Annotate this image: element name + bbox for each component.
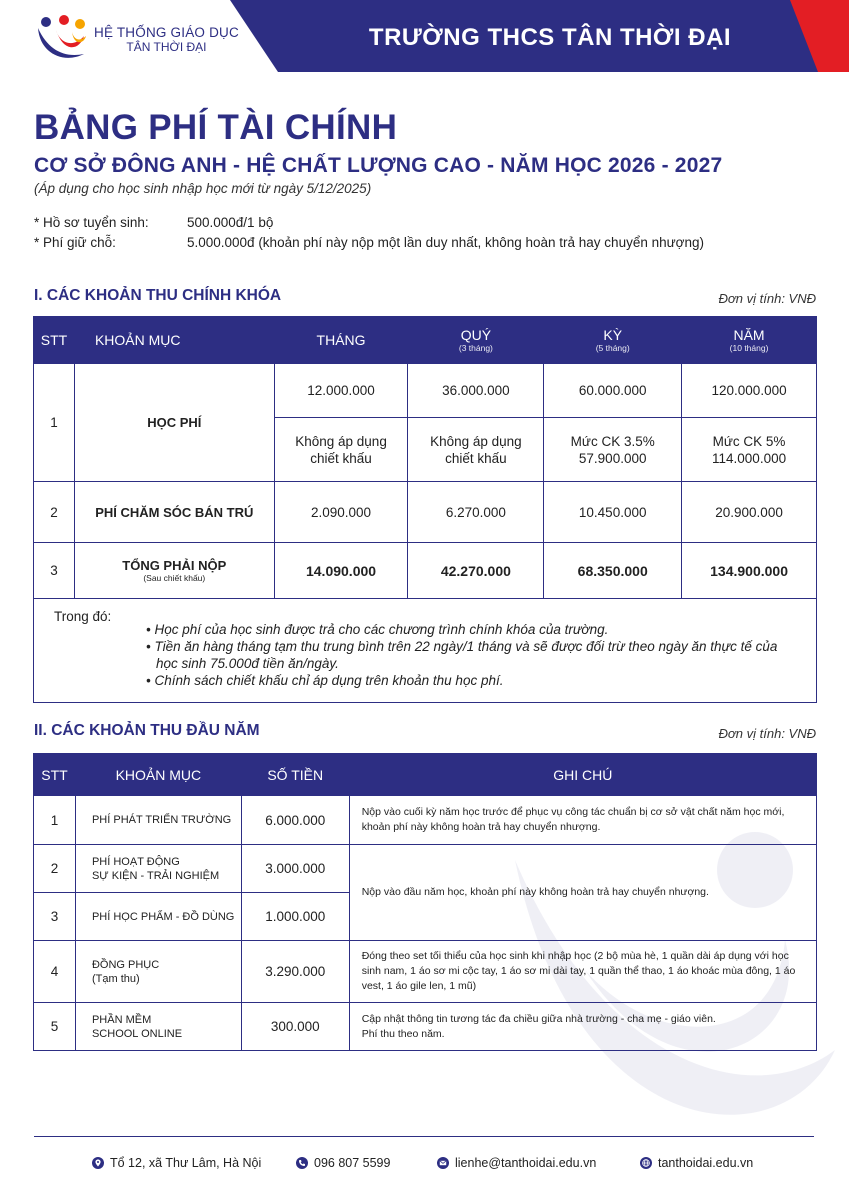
logo-icon: [34, 14, 92, 66]
header-amount: SỐ TIỀN: [241, 754, 349, 796]
note-item: • Tiền ăn hàng tháng tạm thu trung bình trên 22 ngày/1 tháng và sẽ được đối trừ theo ngày ăn thực tế của học sinh 75.000đ tiền ăn/ngày.: [146, 639, 778, 671]
school-name: TRƯỜNG THCS TÂN THỜI ĐẠI: [368, 24, 732, 51]
note-item: • Chính sách chiết khấu chỉ áp dụng trên khoản thu học phí.: [146, 673, 504, 688]
header-stt: STT: [34, 317, 75, 364]
year-discount-label: Mức CK 5%: [712, 433, 786, 449]
cell-quarter: 6.270.000: [408, 482, 544, 543]
page-subtitle: CƠ SỞ ĐÔNG ANH - HỆ CHẤT LƯỢNG CAO - NĂM HỌC 2026 - 2027: [34, 154, 723, 177]
page-title: BẢNG PHÍ TÀI CHÍNH: [34, 108, 398, 147]
cell-amount: 3.290.000: [241, 941, 349, 1003]
cell-item: PHÍ CHĂM SÓC BÁN TRÚ: [74, 482, 274, 543]
cell-stt: 1: [34, 364, 75, 482]
header-note: GHI CHÚ: [349, 754, 816, 796]
notes-head: Trong đó:: [54, 609, 112, 624]
section2-unit: Đơn vị tính: VNĐ: [718, 726, 816, 741]
cell-note: [349, 1003, 816, 1051]
table-row: [34, 364, 817, 418]
fee-label: * Phí giữ chỗ:: [34, 234, 116, 250]
cell-stt: 3: [34, 543, 75, 599]
cell-note: Nộp vào cuối kỳ năm học trước để phục vụ công tác chuẩn bị cơ sở vật chất năm học mới, khoản phí này không hoàn trả hay chuyển nhượng.: [349, 796, 816, 845]
header-term: [544, 317, 682, 364]
notes-list: [146, 621, 816, 689]
cell-quarter: 36.000.000: [408, 364, 544, 418]
cell-item: [75, 845, 241, 893]
fee-value: 500.000đ/1 bộ: [187, 214, 274, 230]
cell-stt: 1: [34, 796, 76, 845]
note-item: • Học phí của học sinh được trả cho các chương trình chính khóa của trường.: [146, 622, 609, 637]
cell-amount: 6.000.000: [241, 796, 349, 845]
cell-month: 12.000.000: [274, 364, 408, 418]
header-quarter-label: QUÝ: [460, 327, 492, 343]
note-line1: Cập nhật thông tin tương tác đa chiều giữa nhà trường - cha mẹ - giáo viên.: [361, 1012, 716, 1025]
cell-stt: 4: [34, 941, 76, 1003]
note-line2: Phí thu theo năm.: [361, 1027, 445, 1040]
cell-term-discount: [544, 418, 682, 482]
apply-note: (Áp dụng cho học sinh nhập học mới từ ngày 5/12/2025): [34, 181, 372, 196]
phone-icon: [296, 1157, 308, 1169]
section1-title: I. CÁC KHOẢN THU CHÍNH KHÓA: [34, 287, 282, 304]
cell-month-discount: Không áp dụng chiết khấu: [274, 418, 408, 482]
total-label: TỔNG PHẢI NỘP: [122, 558, 227, 573]
footer-divider: [34, 1136, 814, 1137]
cell-note: Đóng theo set tối thiểu của học sinh khi nhập học (2 bộ mùa hè, 1 quần dài áp dụng với học sinh nam, 1 áo sơ mi cộc tay, 1 áo sơ mi dài tay, 1 quần thể thao, 1 áo khoác mùa đông, 1 áo vest, 1 áo gile len, 1 mũ): [349, 941, 816, 1003]
header-term-sub: (5 tháng): [595, 343, 630, 353]
cell-stt: 2: [34, 482, 75, 543]
school-logo: [34, 14, 239, 66]
location-pin-icon: [92, 1157, 104, 1169]
header-month: THÁNG: [274, 317, 408, 364]
email-text: lienhe@tanthoidai.edu.vn: [455, 1156, 597, 1170]
globe-icon: [640, 1157, 652, 1169]
header-stt: STT: [34, 754, 76, 796]
cell-stt: 3: [34, 893, 76, 941]
phone-text: 096 807 5599: [314, 1156, 391, 1170]
item-line2: (Tạm thu): [91, 972, 140, 985]
header-quarter-sub: (3 tháng): [458, 343, 493, 353]
cell-year: 134.900.000: [682, 543, 817, 599]
table-row: [34, 543, 817, 599]
cell-term: 68.350.000: [544, 543, 682, 599]
header-item: KHOẢN MỤC: [75, 754, 241, 796]
total-sub: (Sau chiết khấu): [143, 573, 206, 583]
term-discount-value: 57.900.000: [578, 450, 647, 466]
header-year-sub: (10 tháng): [729, 343, 769, 353]
footer-phone[interactable]: [296, 1156, 390, 1170]
address-text: Tổ 12, xã Thư Lâm, Hà Nội: [110, 1156, 262, 1170]
logo-line1: HỆ THỐNG GIÁO DỤC: [94, 25, 239, 41]
cell-item: PHÍ PHÁT TRIỂN TRƯỜNG: [75, 796, 241, 845]
cell-quarter-discount: Không áp dụng chiết khấu: [408, 418, 544, 482]
cell-item: [75, 1003, 241, 1051]
cell-amount: 300.000: [241, 1003, 349, 1051]
cell-note: Nộp vào đầu năm học, khoản phí này không hoàn trả hay chuyển nhượng.: [349, 845, 816, 941]
table-row: [34, 845, 817, 893]
notes-row: [34, 599, 817, 703]
cell-year: 20.900.000: [682, 482, 817, 543]
item-line2: SCHOOL ONLINE: [91, 1027, 183, 1040]
cell-term: 10.450.000: [544, 482, 682, 543]
notes-cell: [34, 599, 817, 703]
section2-title: II. CÁC KHOẢN THU ĐẦU NĂM: [34, 722, 260, 739]
term-discount-label: Mức CK 3.5%: [570, 433, 655, 449]
item-line2: SỰ KIỆN - TRẢI NGHIỆM: [91, 869, 220, 882]
header-item: KHOẢN MỤC: [74, 317, 274, 364]
cell-stt: 2: [34, 845, 76, 893]
email-icon: [437, 1157, 449, 1169]
year-discount-value: 114.000.000: [712, 450, 787, 466]
footer-email[interactable]: [437, 1156, 596, 1170]
tuition-table: [33, 316, 817, 703]
cell-item: [75, 941, 241, 1003]
footer-address: [92, 1156, 261, 1170]
cell-quarter: 42.270.000: [408, 543, 544, 599]
item-line1: ĐỒNG PHỤC: [91, 958, 160, 971]
logo-line2: TÂN THỜI ĐẠI: [126, 39, 207, 54]
item-line1: PHÍ HOẠT ĐỘNG: [91, 855, 180, 868]
cell-month: 14.090.000: [274, 543, 408, 599]
page-header: [0, 0, 849, 72]
fee-label: * Hồ sơ tuyển sinh:: [34, 214, 149, 230]
cell-amount: 3.000.000: [241, 845, 349, 893]
cell-month: 2.090.000: [274, 482, 408, 543]
cell-term: 60.000.000: [544, 364, 682, 418]
annual-fees-table: [33, 753, 817, 1051]
cell-year-discount: [682, 418, 817, 482]
item-line1: PHẦN MỀM: [91, 1013, 152, 1026]
footer-website[interactable]: [640, 1156, 753, 1170]
header-year: [682, 317, 817, 364]
fee-row: [34, 212, 704, 232]
cell-stt: 5: [34, 1003, 76, 1051]
table-row: [34, 482, 817, 543]
header-year-label: NĂM: [733, 327, 765, 343]
website-text: tanthoidai.edu.vn: [658, 1156, 754, 1170]
cell-amount: 1.000.000: [241, 893, 349, 941]
fee-value: 5.000.000đ (khoản phí này nộp một lần duy nhất, không hoàn trả hay chuyển nhượng): [187, 234, 705, 250]
cell-year: 120.000.000: [682, 364, 817, 418]
fee-row: [34, 232, 704, 252]
table-row: [34, 1003, 817, 1051]
cell-item: [74, 543, 274, 599]
cell-item: PHÍ HỌC PHẨM - ĐỒ DÙNG: [75, 893, 241, 941]
table-row: [34, 796, 817, 845]
table-row: [34, 941, 817, 1003]
fee-list: [34, 212, 704, 252]
header-quarter: [408, 317, 544, 364]
header-term-label: KỲ: [603, 327, 623, 343]
cell-item: HỌC PHÍ: [74, 364, 274, 482]
section1-unit: Đơn vị tính: VNĐ: [718, 291, 816, 306]
